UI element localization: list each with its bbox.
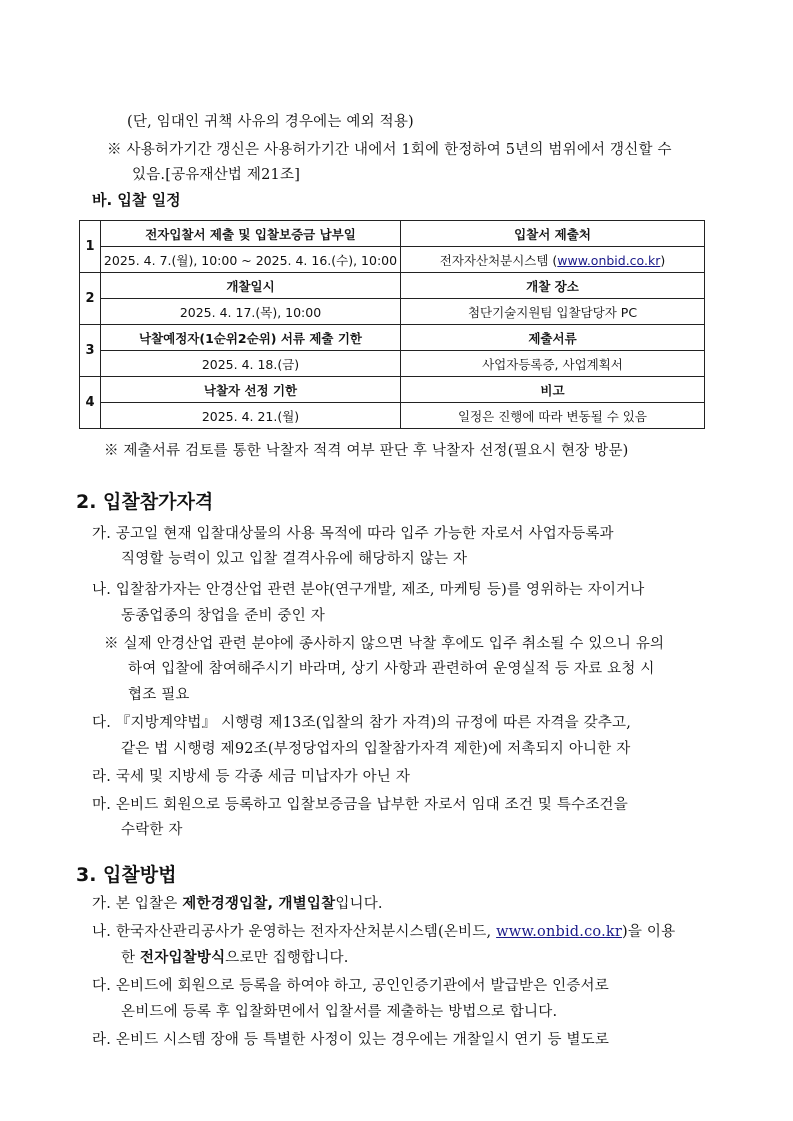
qualification-c-line2: 같은 법 시행령 제92조(부정당업자의 입찰참가자격 제한)에 저촉되지 아니한 자 [121,741,631,757]
section-3-title: 3. 입찰방법 [76,864,177,886]
table-row [80,325,705,351]
value-cell: 사업자등록증, 사업계획서 [401,351,705,377]
value-cell: 일정은 진행에 따라 변동될 수 있음 [401,403,705,429]
row-number: 1 [80,221,101,273]
table-row [80,403,705,429]
method-b-line1 [92,920,675,941]
method-b2-prefix: 한 [121,950,141,966]
method-a-line [92,892,383,913]
method-b-suffix: )을 이용 [622,924,676,940]
qualification-note-line2: 하여 입찰에 참여해주시기 바라며, 상기 사항과 관련하여 운영실적 등 자료 요청 시 [128,661,655,677]
table-row [80,377,705,403]
qualification-e-line2: 수락한 자 [121,822,183,838]
renewal-note-line1: ※ 사용허가기간 갱신은 사용허가기간 내에서 1회에 한정하여 5년의 범위에서 갱신할 수 [107,142,672,158]
renewal-note-line2: 있음.[공유재산법 제21조] [132,167,301,183]
schedule-table [79,220,705,429]
section-2-title: 2. 입찰참가자격 [76,491,214,513]
header-cell: 낙찰자 선정 기한 [101,377,401,403]
header-cell: 개찰일시 [101,273,401,299]
row-number: 2 [80,273,101,325]
submission-system-text: 전자자산처분시스템 ( [439,252,558,268]
value-cell: 2025. 4. 18.(금) [101,351,401,377]
method-b-line2 [121,946,349,967]
onbid-link[interactable]: www.onbid.co.kr [496,924,623,940]
method-c-line2: 온비드에 등록 후 입찰화면에서 입찰서를 제출하는 방법으로 합니다. [121,1004,558,1020]
qualification-note-line1: ※ 실제 안경산업 관련 분야에 종사하지 않으면 낙찰 후에도 입주 취소될 수 있으니 유의 [104,636,665,652]
method-d-line1: 라. 온비드 시스템 장애 등 특별한 사정이 있는 경우에는 개찰일시 연기 등 별도로 [92,1032,610,1048]
method-a-prefix: 가. 본 입찰은 [92,896,183,912]
table-row [80,351,705,377]
table-row [80,247,705,273]
header-cell: 전자입찰서 제출 및 입찰보증금 납부일 [101,221,401,247]
qualification-c-line1: 다. 『지방계약법』 시행령 제13조(입찰의 참가 자격)의 규정에 따른 자격을 갖추고, [92,715,632,731]
method-b-prefix: 나. 한국자산관리공사가 운영하는 전자자산처분시스템(온비드, [92,924,497,940]
table-row [80,273,705,299]
qualification-b-line1: 나. 입찰참가자는 안경산업 관련 분야(연구개발, 제조, 마케팅 등)를 영위하는 자이거나 [92,582,645,598]
header-cell: 비고 [401,377,705,403]
header-cell: 낙찰예정자(1순위2순위) 서류 제출 기한 [101,325,401,351]
method-a-suffix: 입니다. [335,896,383,912]
method-b2-bold: 전자입찰방식 [140,950,226,966]
intro-exception-text: (단, 임대인 귀책 사유의 경우에는 예외 적용) [127,114,414,130]
value-cell: 2025. 4. 17.(목), 10:00 [101,299,401,325]
row-number: 4 [80,377,101,429]
table-row [80,299,705,325]
value-cell [401,247,705,273]
method-a-bold: 제한경쟁입찰, 개별입찰 [182,896,336,912]
schedule-note: ※ 제출서류 검토를 통한 낙찰자 적격 여부 판단 후 낙찰자 선정(필요시 현장 방문) [104,443,629,459]
qualification-a-line1: 가. 공고일 현재 입찰대상물의 사용 목적에 따라 입주 가능한 자로서 사업자등록과 [92,526,614,542]
paren-close: ) [660,252,666,268]
header-cell: 제출서류 [401,325,705,351]
qualification-e-line1: 마. 온비드 회원으로 등록하고 입찰보증금을 납부한 자로서 임대 조건 및 특수조건을 [92,797,628,813]
row-number: 3 [80,325,101,377]
value-cell: 첨단기술지원팀 입찰담당자 PC [401,299,705,325]
value-cell: 2025. 4. 21.(월) [101,403,401,429]
method-b2-suffix: 으로만 집행합니다. [225,950,349,966]
qualification-a-line2: 직영할 능력이 있고 입찰 결격사유에 해당하지 않는 자 [121,551,468,567]
method-c-line1: 다. 온비드에 회원으로 등록을 하여야 하고, 공인인증기관에서 발급받은 인증서로 [92,978,609,994]
schedule-heading: 바. 입찰 일정 [92,191,181,209]
qualification-d-line1: 라. 국세 및 지방세 등 각종 세금 미납자가 아닌 자 [92,769,411,785]
qualification-note-line3: 협조 필요 [128,687,190,703]
table-row [80,221,705,247]
value-cell: 2025. 4. 7.(월), 10:00 ~ 2025. 4. 16.(수), 10:00 [101,247,401,273]
onbid-link[interactable]: www.onbid.co.kr [557,252,661,268]
header-cell: 개찰 장소 [401,273,705,299]
qualification-b-line2: 동종업종의 창업을 준비 중인 자 [121,608,325,624]
header-cell: 입찰서 제출처 [401,221,705,247]
